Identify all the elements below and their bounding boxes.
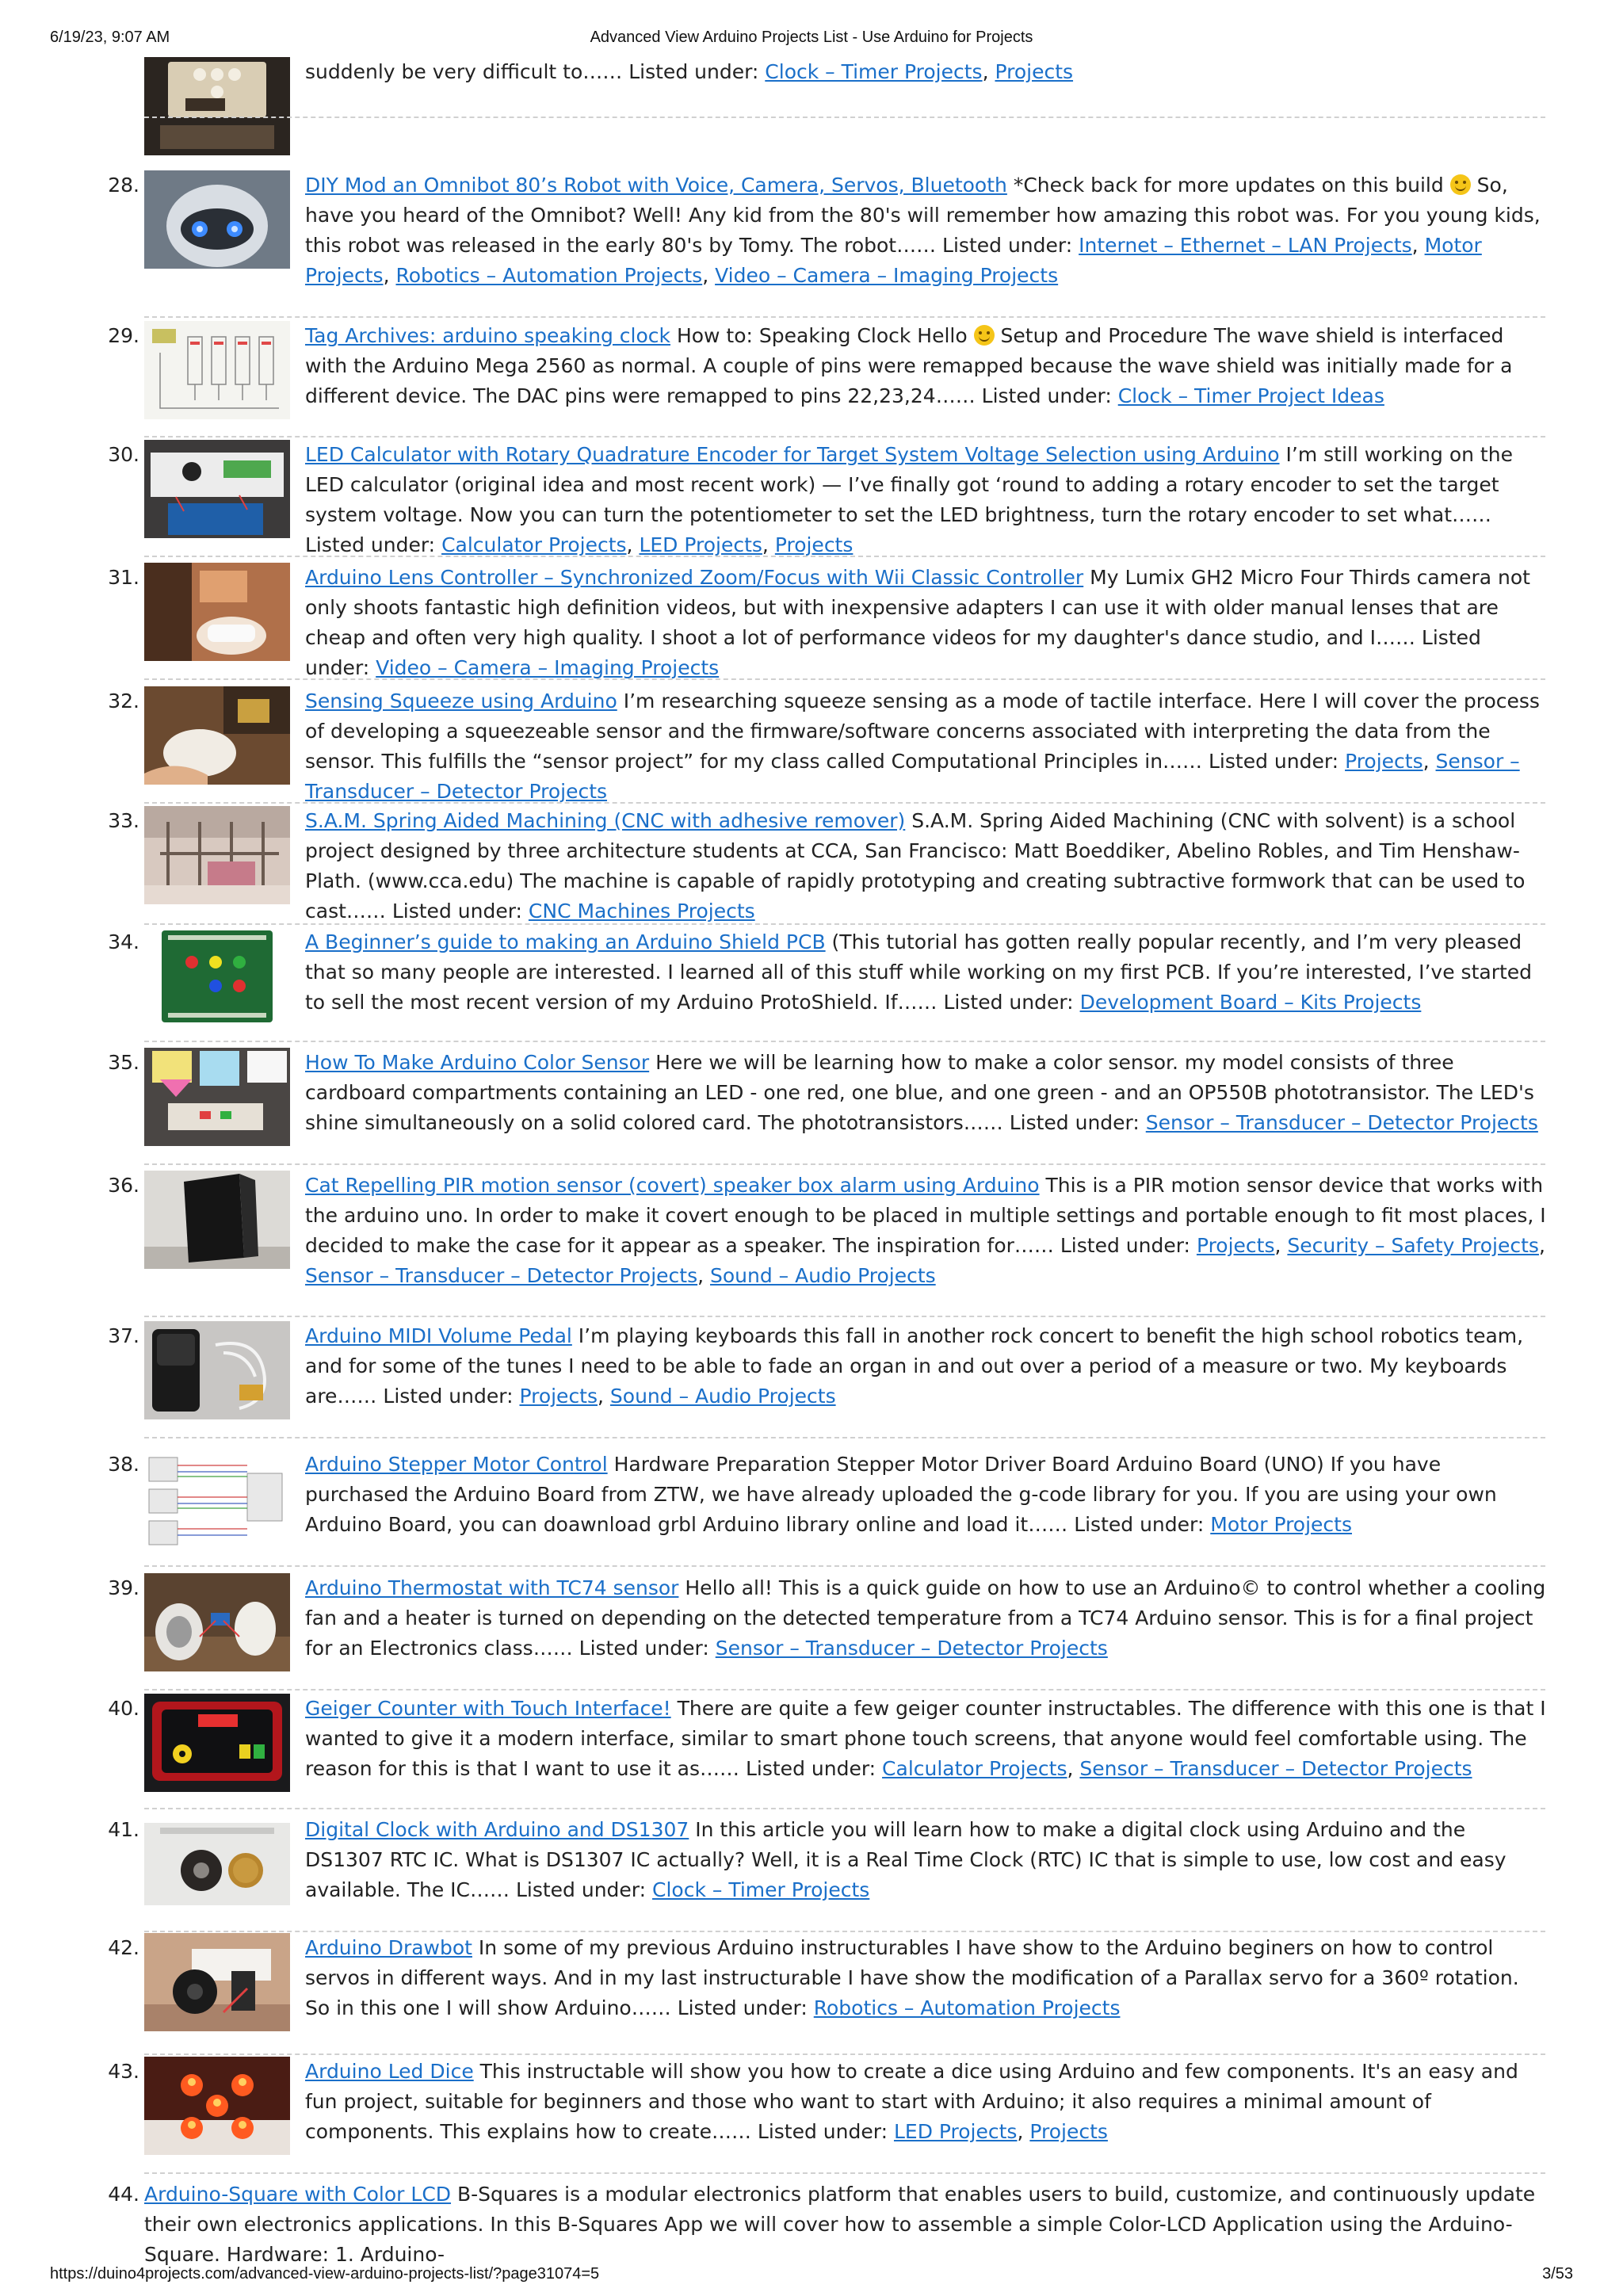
project-title-link[interactable]: Arduino Drawbot [305, 1936, 472, 1959]
item-text: Tag Archives: arduino speaking clock How to: Speaking Clock Hello Setup and Procedure The wave shield is interfaced with the Arduino Mega 2560 as normal. A couple of pins were remapped because the wave shield was initially made for a different device. The DAC pins were remapped to pins 22,23,24…… Listed under: Clock – Timer Project Ideas [305, 324, 1513, 407]
category-link[interactable]: Sound – Audio Projects [609, 1385, 836, 1408]
project-title-link[interactable]: Arduino Lens Controller – Synchronized Zoom/Focus with Wii Classic Controller [305, 566, 1084, 589]
item-number: 29. [108, 324, 139, 347]
divider [144, 2053, 1545, 2055]
project-title-link[interactable]: How To Make Arduino Color Sensor [305, 1051, 650, 1074]
item-number: 30. [108, 443, 139, 466]
project-title-link[interactable]: Digital Clock with Arduino and DS1307 [305, 1818, 689, 1841]
category-link[interactable]: Clock – Timer Projects [652, 1878, 870, 1901]
divider [144, 1041, 1545, 1042]
project-title-link[interactable]: S.A.M. Spring Aided Machining (CNC with adhesive remover) [305, 809, 906, 832]
project-title-link[interactable]: Arduino Stepper Motor Control [305, 1453, 608, 1476]
project-title-link[interactable]: Sensing Squeeze using Arduino [305, 690, 617, 712]
item-number: 37. [108, 1324, 139, 1347]
category-link[interactable]: Sensor – Transducer – Detector Projects [305, 750, 1520, 803]
divider [144, 1931, 1545, 1932]
item-text: Geiger Counter with Touch Interface! There are quite a few geiger counter instructables. The difference with this one is that I wanted to give it a modern interface, similar to smart phone touch screens, that anyone would feel comfortable using. The reason for this is that I want to use it as…… Listed under: Calculator Projects, Sensor – Transducer – Detector Projects [305, 1697, 1546, 1780]
category-link[interactable]: Video – Camera – Imaging Projects [715, 264, 1059, 287]
divider [144, 678, 1545, 680]
item-number: 31. [108, 566, 139, 589]
project-title-link[interactable]: Arduino-Square with Color LCD [144, 2183, 452, 2206]
item-text: Sensing Squeeze using Arduino I’m researching squeeze sensing as a mode of tactile interface. Here I will cover the process of developing a squeezeable sensor and the firmware/software concerns associated with interpreting the data from the sensor. This fulfills the “sensor project” for my class called Computational Principles in…… Listed under: Projects, Sensor – Transducer – Detector Projects [305, 690, 1540, 803]
category-link[interactable]: Calculator Projects [441, 533, 627, 556]
print-header [0, 29, 1623, 49]
category-link[interactable]: Projects [519, 1385, 598, 1408]
category-link[interactable]: CNC Machines Projects [528, 900, 755, 923]
item-text: Arduino MIDI Volume Pedal I’m playing keyboards this fall in another rock concert to benefit the high school robotics team, and for some of the tunes I need to be able to fade an organ in and out over a period of a measure or two. My keyboards are…… Listed under: Projects, Sound – Audio Projects [305, 1324, 1524, 1408]
item-text: Arduino-Square with Color LCD B-Squares is a modular electronics platform that enables users to build, customize, and continuously update their own electronics applications. In this B-Squares App we will cover how to assemble a simple Color-LCD Application using the Arduino-Square. Hardware: 1. Arduino- [144, 2183, 1536, 2266]
divider [144, 802, 1545, 804]
print-date: 6/19/23, 9:07 AM [50, 29, 170, 46]
category-link[interactable]: Robotics – Automation Projects [395, 264, 703, 287]
category-link[interactable]: Robotics – Automation Projects [813, 1996, 1121, 2019]
drawbot-icon[interactable] [144, 1933, 290, 2031]
category-link[interactable]: Clock – Timer Projects [765, 60, 983, 83]
item-number: 42. [108, 1936, 139, 1959]
category-link[interactable]: Security – Safety Projects [1287, 1234, 1539, 1257]
category-link[interactable]: Clock – Timer Project Ideas [1117, 384, 1384, 407]
category-link[interactable]: LED Projects [639, 533, 762, 556]
project-title-link[interactable]: DIY Mod an Omnibot 80’s Robot with Voice, Camera, Servos, Bluetooth [305, 174, 1007, 197]
item-text: suddenly be very difficult to…… Listed under: Clock – Timer Projects, Projects [305, 60, 1074, 83]
squeeze-ball-icon[interactable] [144, 686, 290, 785]
divider [144, 556, 1545, 557]
divider [144, 1689, 1545, 1690]
coin-cell-icon[interactable] [144, 1815, 290, 1897]
item-text: Arduino Lens Controller – Synchronized Zoom/Focus with Wii Classic Controller My Lumix GH2 Micro Four Thirds camera not only shoots fantastic high definition videos, but with inexpensive adapters I can use it with older manual lenses that are cheap and often very high quality. I shoot a lot of performance videos for my daughter's dance studio, and I…… Listed under: Video – Camera – Imaging Projects [305, 566, 1530, 679]
project-title-link[interactable]: Cat Repelling PIR motion sensor (covert) speaker box alarm using Arduino [305, 1174, 1040, 1197]
geiger-screen-icon[interactable] [144, 1694, 290, 1792]
pedal-icon[interactable] [144, 1321, 290, 1419]
breadboard-lcd-icon[interactable] [144, 440, 290, 538]
project-title-link[interactable]: A Beginner’s guide to making an Arduino Shield PCB [305, 930, 826, 953]
item-text: LED Calculator with Rotary Quadrature Encoder for Target System Voltage Selection using Arduino I’m still working on the LED calculator (original idea and most recent work) — I’ve finally got ‘round to adding a rotary encoder to set the target system voltage. Now you can turn the potentiometer to set the LED brightness, turn the rotary encoder to set what…… Listed under: Calculator Projects, LED Projects, Projects [305, 443, 1513, 556]
divider [144, 2172, 1545, 2174]
wiring-diagram-icon[interactable] [144, 1450, 290, 1548]
pcb-icon[interactable] [144, 927, 290, 1026]
project-title-link[interactable]: Arduino Thermostat with TC74 sensor [305, 1576, 679, 1599]
print-title: Advanced View Arduino Projects List - Use Arduino for Projects [590, 29, 1033, 46]
project-title-link[interactable]: Arduino Led Dice [305, 2060, 474, 2083]
category-link[interactable]: Calculator Projects [882, 1757, 1067, 1780]
item-text: Cat Repelling PIR motion sensor (covert) speaker box alarm using Arduino This is a PIR motion sensor device that works with the arduino uno. In order to make it covert enough to be placed in multiple settings and portable enough to fit most places, I decided to make the case for it appear as a speaker. The inspiration for…… Listed under: Projects, Security – Safety Projects, Sensor – Transducer – Detector Projects, Sound – Audio Projects [305, 1174, 1546, 1287]
schematic-icon[interactable] [144, 321, 290, 419]
category-link[interactable]: Sound – Audio Projects [710, 1264, 936, 1287]
item-text: Digital Clock with Arduino and DS1307 In this article you will learn how to make a digital clock using Arduino and the DS1307 RTC IC. What is DS1307 IC actually? Well, it is a Real Time Clock (RTC) IC that is simple to use, low cost and easy available. The IC…… Listed under: Clock – Timer Projects [305, 1818, 1507, 1901]
led-dice-icon[interactable] [144, 2057, 290, 2155]
print-footer [0, 2265, 1623, 2286]
project-title-link[interactable]: LED Calculator with Rotary Quadrature Encoder for Target System Voltage Selection using Arduino [305, 443, 1280, 466]
item-text: Arduino Thermostat with TC74 sensor Hello all! This is a quick guide on how to use an Arduino© to control whether a cooling fan and a heater is turned on depending on the detected temperature from a TC74 Arduino sensor. This is for a final project for an Electronics class…… Listed under: Sensor – Transducer – Detector Projects [305, 1576, 1546, 1660]
divider [144, 1163, 1545, 1165]
project-title-link[interactable]: Geiger Counter with Touch Interface! [305, 1697, 671, 1720]
robot-head-icon[interactable] [144, 170, 290, 269]
item-text: S.A.M. Spring Aided Machining (CNC with adhesive remover) S.A.M. Spring Aided Machining (CNC with solvent) is a school project designed by three architecture students at CCA, San Francisco: Matt Boeddiker, Abelino Robles, and Tim Henshaw-Plath. (www.cca.edu) The machine is capable of rapidly prototyping and creating subtractive formwork that can be used to cast…… Listed under: CNC Machines Projects [305, 809, 1526, 923]
smile-emoji-icon [1450, 174, 1471, 195]
item-number: 35. [108, 1051, 139, 1074]
item-text: Arduino Led Dice This instructable will show you how to create a dice using Arduino and few components. It's an easy and fun project, suitable for beginners and those who want to start with Arduino; it also requires a minimal amount of components. This explains how to create…… Listed under: LED Projects, Projects [305, 2060, 1518, 2143]
project-title-link[interactable]: Tag Archives: arduino speaking clock [305, 324, 670, 347]
print-url: https://duino4projects.com/advanced-view-arduino-projects-list/?page31074=5 [50, 2265, 600, 2283]
item-text: Arduino Stepper Motor Control Hardware Preparation Stepper Motor Driver Board Arduino Board (UNO) If you have purchased the Arduino Board from ZTW, we have already uploaded the g-code library for you. If you are using your own Arduino Board, you can doawnload grbl Arduino library online and load it…… Listed under: Motor Projects [305, 1453, 1497, 1536]
divider [144, 436, 1545, 437]
divider [144, 1565, 1545, 1567]
category-link[interactable]: Sensor – Transducer – Detector Projects [305, 1264, 698, 1287]
thermostat-icon[interactable] [144, 1573, 290, 1671]
item-text: How To Make Arduino Color Sensor Here we will be learning how to make a color sensor. my model consists of three cardboard compartments containing an LED - one red, one blue, and one green - and an OP550B phototransistor. The LED's shine simultaneously on a solid colored card. The phototransistors…… Listed under: Sensor – Transducer – Detector Projects [305, 1051, 1538, 1134]
item-number: 36. [108, 1174, 139, 1197]
item-number: 39. [108, 1576, 139, 1599]
divider [144, 117, 1545, 118]
item-number: 40. [108, 1697, 139, 1720]
category-link[interactable]: Internet – Ethernet – LAN Projects [1079, 234, 1412, 257]
workshop-icon[interactable] [144, 806, 290, 904]
speaker-box-icon[interactable] [144, 1171, 290, 1269]
category-link[interactable]: Development Board – Kits Projects [1079, 991, 1422, 1014]
item-text: A Beginner’s guide to making an Arduino Shield PCB (This tutorial has gotten really popular recently, and I’m very pleased that so many people are interested. I learned all of this stuff while working on my first PCB. If you’re interested, I’ve started to sell the most recent version of my Arduino ProtoShield. If…… Listed under: Development Board – Kits Projects [305, 930, 1533, 1014]
item-number: 41. [108, 1818, 139, 1841]
category-link[interactable]: Sensor – Transducer – Detector Projects [715, 1637, 1108, 1660]
divider [144, 1316, 1545, 1317]
item-number: 43. [108, 2060, 139, 2083]
box-with-buttons-icon[interactable] [144, 57, 290, 153]
divider [144, 1437, 1545, 1438]
hand-controller-icon[interactable] [144, 563, 290, 661]
color-cards-icon[interactable] [144, 1048, 290, 1146]
category-link[interactable]: Video – Camera – Imaging Projects [376, 656, 720, 679]
page-number: 3/53 [1542, 2265, 1573, 2283]
category-link[interactable]: LED Projects [893, 2120, 1018, 2143]
smile-emoji-icon [974, 325, 995, 346]
category-link[interactable]: Projects [1029, 2120, 1108, 2143]
category-link[interactable]: Projects [1196, 1234, 1275, 1257]
project-title-link[interactable]: Arduino MIDI Volume Pedal [305, 1324, 572, 1347]
item-number: 44. [108, 2183, 139, 2206]
category-link[interactable]: Projects [995, 60, 1074, 83]
category-link[interactable]: Sensor – Transducer – Detector Projects [1079, 1757, 1472, 1780]
divider [144, 1808, 1545, 1809]
item-number: 32. [108, 690, 139, 712]
item-number: 33. [108, 809, 139, 832]
category-link[interactable]: Motor Projects [305, 234, 1482, 287]
item-number: 28. [108, 174, 139, 197]
category-link[interactable]: Projects [1345, 750, 1423, 773]
item-text: Arduino Drawbot In some of my previous Arduino instructurables I have show to the Arduino beginers on how to control servos in different ways. And in my last instructurable I have show the modification of a Parallax servo for a 360º rotation. So in this one I will show Arduino…… Listed under: Robotics – Automation Projects [305, 1936, 1519, 2019]
item-text: DIY Mod an Omnibot 80’s Robot with Voice, Camera, Servos, Bluetooth *Check back for more updates on this build So, have you heard of the Omnibot? Well! Any kid from the 80's will remember how amazing this robot was. For you young kids, this robot was released in the early 80's by Tomy. The robot…… Listed under: Internet – Ethernet – LAN Projects, Motor Projects, Robotics – Automation Projects, Video – Camera – Imaging Projects [305, 174, 1541, 287]
item-number: 34. [108, 930, 139, 953]
divider [144, 923, 1545, 925]
category-link[interactable]: Projects [774, 533, 854, 556]
category-link[interactable]: Sensor – Transducer – Detector Projects [1145, 1111, 1538, 1134]
category-link[interactable]: Motor Projects [1210, 1513, 1352, 1536]
item-number: 38. [108, 1453, 139, 1476]
divider [144, 316, 1545, 318]
